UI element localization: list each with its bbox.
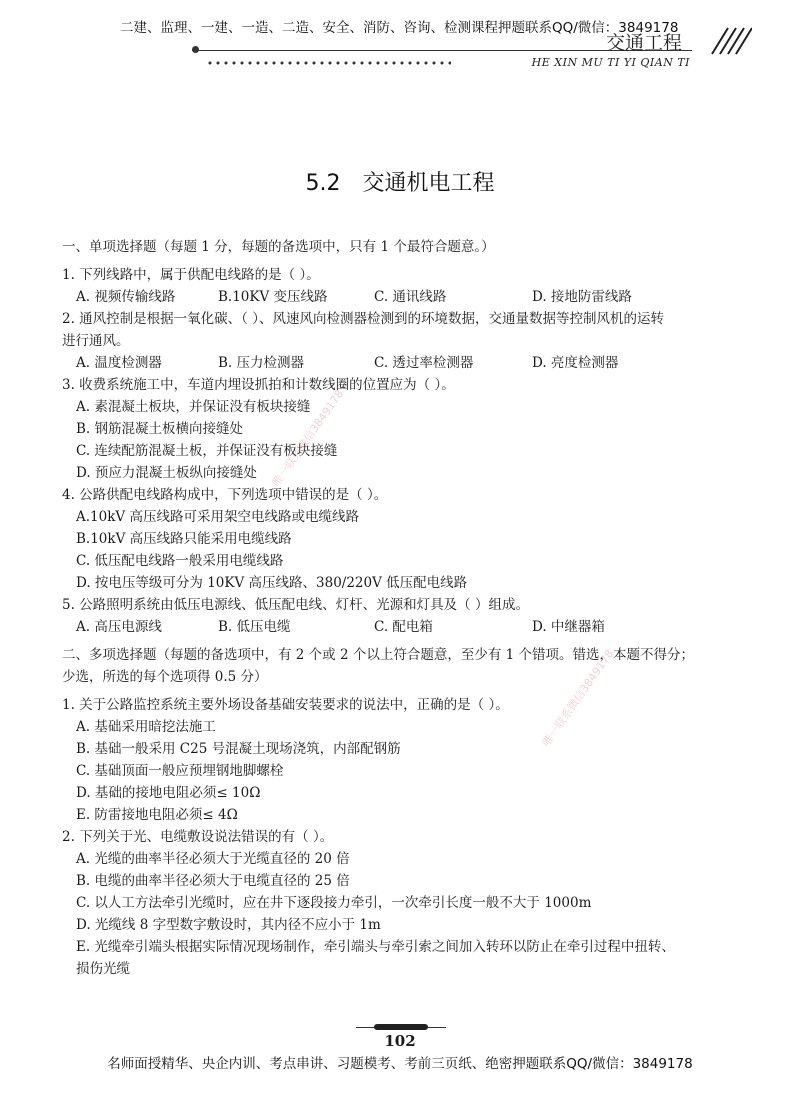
question-stem: 3. 收费系统施工中，车道内埋设抓拍和计数线圈的位置应为（ ）。 (62, 377, 455, 393)
option-b: B. 低压电缆 (218, 619, 291, 635)
option-b: B. 钢筋混凝土板横向接缝处 (76, 421, 244, 437)
bottom-contact-banner: 名师面授精华、央企内训、考点串讲、习题模考、考前三页纸、绝密押题联系QQ/微信：3849178 (107, 1056, 693, 1072)
option-d: D. 亮度检测器 (532, 355, 619, 371)
option-b: B. 压力检测器 (218, 355, 305, 371)
option-b: B.10KV 变压线路 (218, 289, 328, 305)
option-c: C. 通讯线路 (374, 289, 447, 305)
option-c: C. 配电箱 (374, 619, 433, 635)
question-stem-continued: 进行通风。 (62, 333, 130, 349)
watermark: 唯一联系微信3849178 (539, 647, 617, 750)
question-stem: 2. 通风控制是根据一氧化碳、（ ）、风速风向检测器检测到的环境数据，交通量数据等控制风机的运转 (62, 311, 664, 327)
option-b: B.10kV 高压线路只能采用电缆线路 (76, 531, 292, 547)
running-header (192, 26, 752, 76)
option-d: D. 预应力混凝土板纵向接缝处 (76, 465, 257, 481)
page-number: 102 (384, 1032, 416, 1050)
multi-choice-heading: 二、多项选择题（每题的备选项中，有 2 个或 2 个以上符合题意，至少有 1 个错项。错选，本题不得分； (62, 647, 695, 663)
option-a: A. 光缆的曲率半径必须大于光缆直径的 20 倍 (76, 851, 350, 867)
question-content (62, 236, 742, 980)
option-a: A.10kV 高压线路可采用架空电线路或电缆线路 (76, 509, 359, 525)
header-dotted-rule (206, 60, 451, 66)
option-d: D. 基础的接地电阻必须≤ 10Ω (76, 785, 261, 801)
watermark: 唯一联系微信3849178 (269, 387, 347, 490)
header-title: 交通工程 (605, 32, 682, 54)
options-row (62, 286, 742, 308)
multi-choice-heading-continued: 少选，所选的每个选项得 0.5 分） (62, 669, 268, 685)
question-stem: 1. 下列线路中，属于供配电线路的是（ ）。 (62, 267, 320, 283)
option-c: C. 低压配电线路一般采用电缆线路 (76, 553, 284, 569)
option-a: A. 温度检测器 (76, 355, 162, 371)
option-b: B. 基础一般采用 C25 号混凝土现场浇筑，内部配钢筋 (76, 741, 401, 757)
option-d: D. 按电压等级可分为 10KV 高压线路、380/220V 低压配电线路 (76, 575, 468, 591)
option-b: B. 电缆的曲率半径必须大于电缆直径的 25 倍 (76, 873, 350, 889)
option-d: D. 中继器箱 (532, 619, 605, 635)
option-c: C. 基础顶面一般应预埋钢地脚螺栓 (76, 763, 284, 779)
question-stem: 2. 下列关于光、电缆敷设说法错误的有（ ）。 (62, 829, 334, 845)
option-e-continued: 损伤光缆 (76, 961, 130, 977)
question-stem: 5. 公路照明系统由低压电源线、低压配电线、灯杆、光源和灯具及（ ）组成。 (62, 597, 529, 613)
question-stem: 4. 公路供配电线路构成中，下列选项中错误的是（ ）。 (62, 487, 388, 503)
option-c: C. 以人工方法牵引光缆时，应在井下逐段接力牵引，一次牵引长度一般不大于 1000m (76, 895, 592, 911)
options-row (62, 616, 742, 638)
header-subtitle: HE XIN MU TI YI QIAN TI (531, 56, 690, 69)
option-c: C. 连续配筋混凝土板，并保证没有板块接缝 (76, 443, 338, 459)
header-slash-decoration (692, 26, 752, 56)
option-a: A. 高压电源线 (76, 619, 162, 635)
option-a: A. 素混凝土板块，并保证没有板块接缝 (76, 399, 311, 415)
option-a: A. 视频传输线路 (76, 289, 176, 305)
option-d: D. 接地防雷线路 (532, 289, 632, 305)
option-e: E. 光缆牵引端头根据实际情况现场制作，牵引端头与牵引索之间加入转环以防止在牵引过程中扭转、 (76, 939, 675, 955)
single-choice-heading: 一、单项选择题（每题 1 分，每题的备选项中，只有 1 个最符合题意。） (62, 239, 495, 255)
option-c: C. 透过率检测器 (374, 355, 474, 371)
footer-ornament (356, 1022, 446, 1032)
option-e: E. 防雷接地电阻必须≤ 4Ω (76, 807, 238, 823)
top-contact-banner: 二建、监理、一建、一造、二造、安全、消防、咨询、检测课程押题联系QQ/微信：3849178 (120, 20, 679, 36)
option-a: A. 基础采用暗挖法施工 (76, 719, 216, 735)
question-stem: 1. 关于公路监控系统主要外场设备基础安装要求的说法中，正确的是（ ）。 (62, 697, 509, 713)
section-title: 5.2 交通机电工程 (305, 171, 495, 196)
options-row (62, 352, 742, 374)
option-d: D. 光缆线 8 字型数字敷设时，其内径不应小于 1m (76, 917, 381, 933)
